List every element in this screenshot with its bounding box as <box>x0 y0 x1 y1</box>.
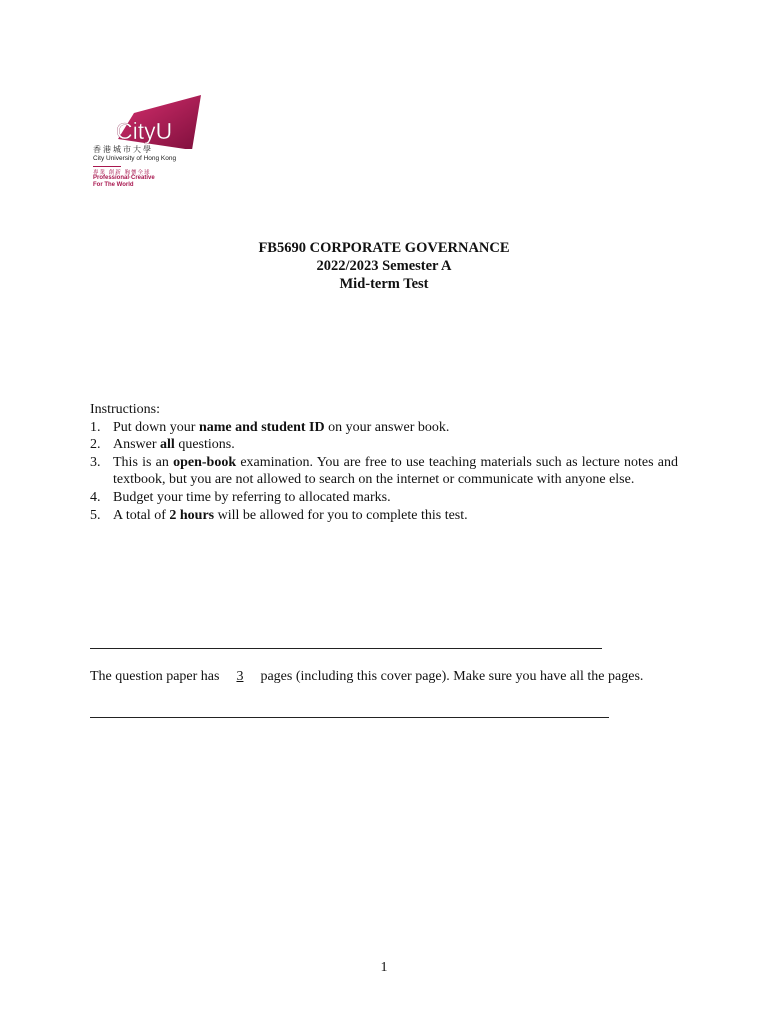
instructions-list <box>90 419 678 525</box>
logo-divider <box>93 166 121 167</box>
instruction-item <box>90 454 678 489</box>
logo-english-name: City University of Hong Kong <box>93 155 177 162</box>
divider-rule-top <box>90 648 602 649</box>
instruction-item <box>90 489 678 507</box>
page-count-text: The question paper has <box>90 669 223 684</box>
instruction-text: A total of <box>113 507 170 523</box>
logo-tagline-chinese: 專業 創新 胸懷全球 <box>93 170 151 176</box>
instruction-item <box>90 507 678 525</box>
instruction-text: on your answer book. <box>324 419 450 435</box>
instruction-text: questions. <box>174 437 235 453</box>
instructions-section <box>90 401 678 524</box>
instruction-text: This is an <box>113 454 174 470</box>
page-count-note <box>90 668 678 686</box>
semester-label: 2022/2023 Semester A <box>316 258 452 274</box>
logo-chinese-name: 香港城市大學 <box>93 145 153 154</box>
page-count-text: pages (including this cover page). Make sure you have all the pages. <box>256 669 644 684</box>
divider-rule-bottom <box>90 717 609 718</box>
instruction-number: 1. <box>90 419 101 435</box>
logo-tagline-line1: Professional·Creative <box>93 175 155 181</box>
logo-tagline-line2: For The World <box>93 182 134 188</box>
instruction-item <box>90 419 678 437</box>
instructions-heading: Instructions: <box>90 402 160 417</box>
instruction-number: 2. <box>90 437 101 453</box>
instruction-emphasis: name and student ID <box>198 419 325 435</box>
instruction-text: will be allowed for you to complete this test. <box>214 507 468 523</box>
instruction-emphasis: 2 hours <box>169 507 215 523</box>
test-type-label: Mid-term Test <box>339 276 429 292</box>
logo-wordmark: CityU <box>116 118 173 144</box>
exam-title-block <box>0 239 768 293</box>
course-title: FB5690 CORPORATE GOVERNANCE <box>258 240 510 256</box>
instruction-number: 4. <box>90 489 101 505</box>
instruction-text: Budget your time by referring to allocated marks. <box>113 489 391 505</box>
instruction-text: Put down your <box>113 419 199 435</box>
instruction-number: 3. <box>90 454 101 470</box>
instruction-number: 5. <box>90 507 101 523</box>
page-number: 1 <box>380 960 388 975</box>
instruction-text: Answer <box>113 437 161 453</box>
page-count-value: 3 <box>236 669 244 684</box>
instruction-text: examination. You are free to use teaching materials such as lecture notes and textbook, but you are not allowed to search on the internet or communicate with anyone else. <box>113 454 679 488</box>
instruction-item <box>90 436 678 454</box>
instruction-emphasis: all <box>160 437 175 453</box>
instruction-emphasis: open-book <box>173 454 237 470</box>
